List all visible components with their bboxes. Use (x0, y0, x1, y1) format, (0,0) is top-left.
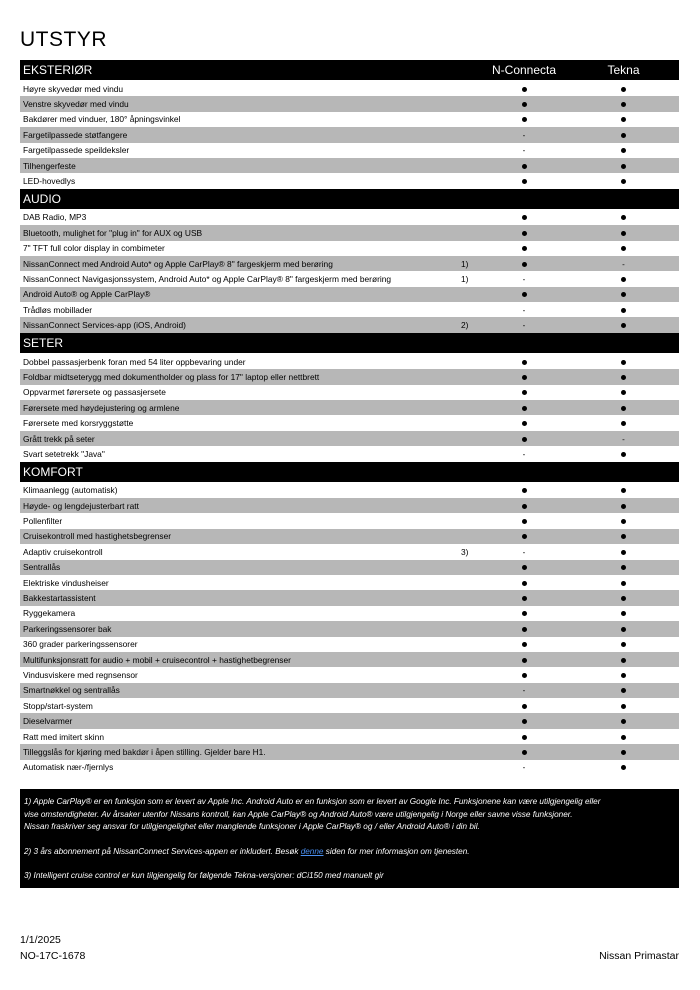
table-row (20, 127, 679, 142)
tekna-value (576, 685, 671, 695)
row-label: Stopp/start-system (23, 700, 93, 711)
tekna-dot (621, 688, 626, 693)
n-connecta-value (478, 84, 570, 94)
n-connecta-dot (522, 534, 527, 539)
tekna-value (576, 387, 671, 397)
n-connecta-dot (522, 375, 527, 380)
tekna-dash: - (622, 259, 625, 269)
table-row (20, 317, 679, 332)
section-header (20, 189, 679, 209)
row-label: Klimaanlegg (automatisk) (23, 485, 118, 496)
n-connecta-value (478, 243, 570, 253)
n-connecta-dot (522, 565, 527, 570)
tekna-value (576, 372, 671, 382)
table-row (20, 241, 679, 256)
n-connecta-dash: - (522, 763, 526, 773)
table-row (20, 446, 679, 461)
tekna-value (576, 624, 671, 634)
table-row (20, 173, 679, 188)
tekna-dot (621, 102, 626, 107)
row-label: NissanConnect Navigasjonssystem, Android Auto* og Apple CarPlay® 8" fargeskjerm med berøring (23, 273, 392, 284)
footnote-2-link[interactable]: denne (300, 846, 324, 856)
n-connecta-dash: - (522, 449, 526, 459)
row-label: Smartnøkkel og sentrallås (23, 685, 120, 696)
tekna-dot (621, 133, 626, 138)
tekna-dot (621, 246, 626, 251)
n-connecta-value (478, 485, 570, 495)
n-connecta-value (478, 387, 570, 397)
tekna-dot (621, 565, 626, 570)
table-row (20, 637, 679, 652)
n-connecta-value (478, 274, 570, 284)
tekna-dot (621, 488, 626, 493)
tekna-value (576, 84, 671, 94)
n-connecta-dot (522, 87, 527, 92)
n-connecta-value (478, 516, 570, 526)
row-label: DAB Radio, MP3 (23, 212, 87, 223)
table-row (20, 498, 679, 513)
row-label: Tilhengerfeste (23, 160, 76, 171)
n-connecta-value (478, 531, 570, 541)
section-header (20, 462, 679, 482)
tekna-value (576, 114, 671, 124)
n-connecta-value (478, 305, 570, 315)
table-row (20, 713, 679, 728)
row-label: Venstre skyvedør med vindu (23, 99, 129, 110)
tekna-value (576, 243, 671, 253)
n-connecta-value (478, 114, 570, 124)
tekna-dot (621, 550, 626, 555)
tekna-dot (621, 673, 626, 678)
n-connecta-dot (522, 262, 527, 267)
tekna-dot (621, 231, 626, 236)
n-connecta-dot (522, 627, 527, 632)
tekna-value (576, 547, 671, 557)
row-label: Foldbar midtseterygg med dokumentholder og plass for 17" laptop eller nettbrett (23, 371, 320, 382)
tekna-value (576, 608, 671, 618)
n-connecta-dot (522, 246, 527, 251)
tekna-dot (621, 581, 626, 586)
table-row (20, 354, 679, 369)
table-row (20, 96, 679, 111)
row-label: Multifunksjonsratt for audio + mobil + cruisecontrol + hastighetbegrenser (23, 654, 291, 665)
tekna-dot (621, 421, 626, 426)
tekna-dot (621, 164, 626, 169)
tekna-dot (621, 148, 626, 153)
n-connecta-dash: - (522, 305, 526, 315)
table-row (20, 513, 679, 528)
row-label: Trådløs mobillader (23, 304, 93, 315)
n-connecta-dot (522, 164, 527, 169)
table-row (20, 210, 679, 225)
table-row (20, 385, 679, 400)
tekna-dot (621, 117, 626, 122)
table-row (20, 652, 679, 667)
table-row (20, 415, 679, 430)
tekna-dot (621, 627, 626, 632)
n-connecta-value (478, 578, 570, 588)
tekna-value (576, 228, 671, 238)
n-connecta-value (478, 608, 570, 618)
tekna-dot (621, 87, 626, 92)
tekna-value (576, 403, 671, 413)
n-connecta-value (478, 320, 570, 330)
n-connecta-value (478, 372, 570, 382)
tekna-dot (621, 308, 626, 313)
tekna-value (576, 449, 671, 459)
table-row (20, 431, 679, 446)
n-connecta-dash: - (522, 146, 526, 156)
column-header-tekna: Tekna (607, 63, 640, 77)
n-connecta-value (478, 145, 570, 155)
tekna-value (576, 562, 671, 572)
n-connecta-dot (522, 750, 527, 755)
column-header-n-connecta: N-Connecta (491, 63, 557, 77)
n-connecta-dot (522, 719, 527, 724)
n-connecta-value (478, 562, 570, 572)
row-label: 7" TFT full color display in combimeter (23, 243, 165, 254)
tekna-value (576, 593, 671, 603)
n-connecta-value (478, 701, 570, 711)
page-title: UTSTYR (20, 28, 107, 51)
tekna-dot (621, 375, 626, 380)
tekna-dot (621, 735, 626, 740)
tekna-value (576, 274, 671, 284)
row-label: Adaptiv cruisekontroll (23, 546, 103, 557)
n-connecta-dot (522, 611, 527, 616)
n-connecta-value (478, 434, 570, 444)
footnote-1-line-2: vise omstendigheter. Av årsaker utenfor Nissans kontroll, kan Apple CarPlay® og Android Auto® være utilgjengelig i Norge eller savne visse funksjoner. (24, 809, 573, 819)
n-connecta-dot (522, 735, 527, 740)
tekna-dot (621, 292, 626, 297)
tekna-value (576, 176, 671, 186)
row-label: NissanConnect Services-app (iOS, Android) (23, 320, 186, 331)
n-connecta-value (478, 732, 570, 742)
tekna-dot (621, 360, 626, 365)
n-connecta-value (478, 685, 570, 695)
n-connecta-dot (522, 390, 527, 395)
row-footnote-ref: 1) (461, 273, 469, 284)
n-connecta-dot (522, 360, 527, 365)
row-label: Oppvarmet førersete og passasjersete (23, 387, 166, 398)
footnote-2-text: 2) 3 års abonnement på NissanConnect Services-appen er inkludert. Besøk (24, 846, 301, 856)
row-label: Høyde- og lengdejusterbart ratt (23, 500, 139, 511)
n-connecta-dot (522, 488, 527, 493)
tekna-value (576, 305, 671, 315)
row-label: Pollenfilter (23, 516, 63, 527)
tekna-value (576, 434, 671, 444)
n-connecta-dot (522, 504, 527, 509)
footnote-3: 3) Intelligent cruise control er kun tilgjengelig for følgende Tekna-versjoner: dCi150 med manuelt gir (24, 871, 384, 881)
tekna-value (576, 99, 671, 109)
row-label: Elektriske vindusheiser (23, 577, 109, 588)
n-connecta-value (478, 547, 570, 557)
n-connecta-dot (522, 673, 527, 678)
table-row (20, 287, 679, 302)
table-row (20, 729, 679, 744)
row-label: Fargetilpassede støtfangere (23, 129, 128, 140)
tekna-value (576, 762, 671, 772)
equipment-table (20, 60, 679, 775)
tekna-value (576, 289, 671, 299)
row-footnote-ref: 2) (461, 320, 469, 331)
table-row (20, 158, 679, 173)
tekna-dash: - (622, 434, 625, 444)
row-label: Sentrallås (23, 562, 61, 573)
tekna-value (576, 357, 671, 367)
n-connecta-dot (522, 215, 527, 220)
table-row (20, 143, 679, 158)
table-row (20, 760, 679, 775)
row-label: Android Auto® og Apple CarPlay® (23, 289, 151, 300)
n-connecta-value (478, 259, 570, 269)
table-row (20, 544, 679, 559)
n-connecta-dot (522, 231, 527, 236)
footnote-2 (24, 846, 675, 859)
tekna-dot (621, 390, 626, 395)
row-label: Førersete med korsryggstøtte (23, 418, 134, 429)
tekna-dot (621, 534, 626, 539)
row-label: Tilleggslås for kjøring med bakdør i åpen stilling. Gjelder bare H1. (23, 746, 266, 757)
n-connecta-dot (522, 179, 527, 184)
n-connecta-dot (522, 292, 527, 297)
tekna-dot (621, 611, 626, 616)
tekna-value (576, 747, 671, 757)
table-row (20, 400, 679, 415)
n-connecta-value (478, 639, 570, 649)
row-label: Grått trekk på seter (23, 433, 95, 444)
table-row (20, 683, 679, 698)
tekna-value (576, 161, 671, 171)
tekna-value (576, 259, 671, 269)
table-row (20, 560, 679, 575)
table-row (20, 529, 679, 544)
table-row (20, 302, 679, 317)
tekna-value (576, 531, 671, 541)
tekna-value (576, 578, 671, 588)
row-label: Førersete med høydejustering og armlene (23, 402, 180, 413)
tekna-value (576, 418, 671, 428)
row-label: Høyre skyvedør med vindu (23, 83, 124, 94)
table-row (20, 256, 679, 271)
row-label: LED-hovedlys (23, 176, 76, 187)
section-header (20, 333, 679, 353)
n-connecta-dot (522, 519, 527, 524)
footnote-1-line-3: Nissan fraskriver seg ansvar for utilgjengelighet eller manglende funksjoner i Apple CarPlay® og / eller Android Auto® i din bil. (24, 822, 480, 832)
table-row (20, 81, 679, 96)
n-connecta-value (478, 161, 570, 171)
n-connecta-value (478, 716, 570, 726)
n-connecta-dot (522, 581, 527, 586)
n-connecta-dot (522, 406, 527, 411)
n-connecta-dash: - (522, 547, 526, 557)
table-row (20, 575, 679, 590)
tekna-value (576, 320, 671, 330)
row-label: Vindusviskere med regnsensor (23, 669, 138, 680)
row-label: Automatisk nær-/fjernlys (23, 762, 114, 773)
row-label: Fargetilpassede speildeksler (23, 145, 130, 156)
tekna-value (576, 670, 671, 680)
tekna-value (576, 501, 671, 511)
n-connecta-value (478, 289, 570, 299)
n-connecta-dot (522, 421, 527, 426)
tekna-value (576, 212, 671, 222)
tekna-dot (621, 215, 626, 220)
row-label: Ryggekamera (23, 608, 76, 619)
n-connecta-dot (522, 704, 527, 709)
n-connecta-value (478, 501, 570, 511)
footnotes-box (20, 789, 679, 888)
footer-code: NO-17C-1678 (20, 950, 86, 962)
footer-model: Nissan Primastar (599, 950, 679, 962)
row-label: Bluetooth, mulighet for "plug in" for AUX og USB (23, 227, 203, 238)
tekna-dot (621, 642, 626, 647)
n-connecta-value (478, 624, 570, 634)
table-row (20, 744, 679, 759)
table-row (20, 483, 679, 498)
n-connecta-value (478, 762, 570, 772)
tekna-dot (621, 750, 626, 755)
tekna-dot (621, 277, 626, 282)
footnote-2-text-end: siden for mer informasjon om tjenesten. (323, 846, 470, 856)
tekna-dot (621, 719, 626, 724)
n-connecta-value (478, 357, 570, 367)
tekna-value (576, 701, 671, 711)
row-label: NissanConnect med Android Auto* og Apple CarPlay® 8" fargeskjerm med berøring (23, 258, 333, 269)
n-connecta-dot (522, 102, 527, 107)
table-row (20, 621, 679, 636)
row-label: Ratt med imitert skinn (23, 731, 104, 742)
tekna-dot (621, 519, 626, 524)
n-connecta-dot (522, 658, 527, 663)
n-connecta-value (478, 418, 570, 428)
tekna-dot (621, 179, 626, 184)
tekna-dot (621, 658, 626, 663)
n-connecta-value (478, 655, 570, 665)
row-label: Cruisekontroll med hastighetsbegrenser (23, 531, 172, 542)
row-label: Bakkestartassistent (23, 593, 96, 604)
n-connecta-dash: - (522, 274, 526, 284)
n-connecta-dot (522, 437, 527, 442)
n-connecta-dot (522, 117, 527, 122)
tekna-dot (621, 452, 626, 457)
tekna-dot (621, 504, 626, 509)
n-connecta-value (478, 747, 570, 757)
row-label: 360 grader parkeringssensorer (23, 639, 138, 650)
table-row (20, 225, 679, 240)
row-label: Bakdører med vinduer, 180° åpningsvinkel (23, 114, 181, 125)
row-label: Parkeringssensorer bak (23, 623, 112, 634)
tekna-value (576, 145, 671, 155)
n-connecta-dash: - (522, 686, 526, 696)
section-title: SETER (23, 335, 64, 350)
tekna-value (576, 655, 671, 665)
n-connecta-value (478, 99, 570, 109)
tekna-dot (621, 323, 626, 328)
tekna-value (576, 516, 671, 526)
tekna-value (576, 130, 671, 140)
row-footnote-ref: 3) (461, 546, 469, 557)
n-connecta-value (478, 670, 570, 680)
n-connecta-value (478, 130, 570, 140)
row-label: Dobbel passasjerbenk foran med 54 liter oppbevaring under (23, 356, 246, 367)
section-header (20, 60, 679, 80)
tekna-dot (621, 596, 626, 601)
table-row (20, 667, 679, 682)
table-row (20, 606, 679, 621)
n-connecta-dot (522, 596, 527, 601)
n-connecta-value (478, 449, 570, 459)
footer-date: 1/1/2025 (20, 934, 61, 946)
tekna-value (576, 485, 671, 495)
row-label: Svart setetrekk "Java" (23, 448, 105, 459)
tekna-dot (621, 704, 626, 709)
n-connecta-value (478, 176, 570, 186)
n-connecta-value (478, 228, 570, 238)
table-row (20, 698, 679, 713)
tekna-value (576, 716, 671, 726)
section-title: KOMFORT (23, 464, 83, 479)
row-footnote-ref: 1) (461, 258, 469, 269)
footnote-1-line-1: 1) Apple CarPlay® er en funksjon som er levert av Apple Inc. Android Auto er en funksjon som er levert av Google Inc. Funksjonene kan være utilgjengelig eller (24, 797, 601, 806)
tekna-dot (621, 406, 626, 411)
table-row (20, 112, 679, 127)
n-connecta-dash: - (522, 130, 526, 140)
section-title: AUDIO (23, 191, 62, 206)
table-row (20, 590, 679, 605)
section-title: EKSTERIØR (23, 63, 93, 77)
n-connecta-value (478, 403, 570, 413)
n-connecta-value (478, 593, 570, 603)
tekna-value (576, 639, 671, 649)
table-row (20, 369, 679, 384)
tekna-dot (621, 765, 626, 770)
n-connecta-dash: - (522, 321, 526, 331)
n-connecta-value (478, 212, 570, 222)
table-row (20, 271, 679, 286)
tekna-value (576, 732, 671, 742)
row-label: Dieselvarmer (23, 716, 73, 727)
n-connecta-dot (522, 642, 527, 647)
